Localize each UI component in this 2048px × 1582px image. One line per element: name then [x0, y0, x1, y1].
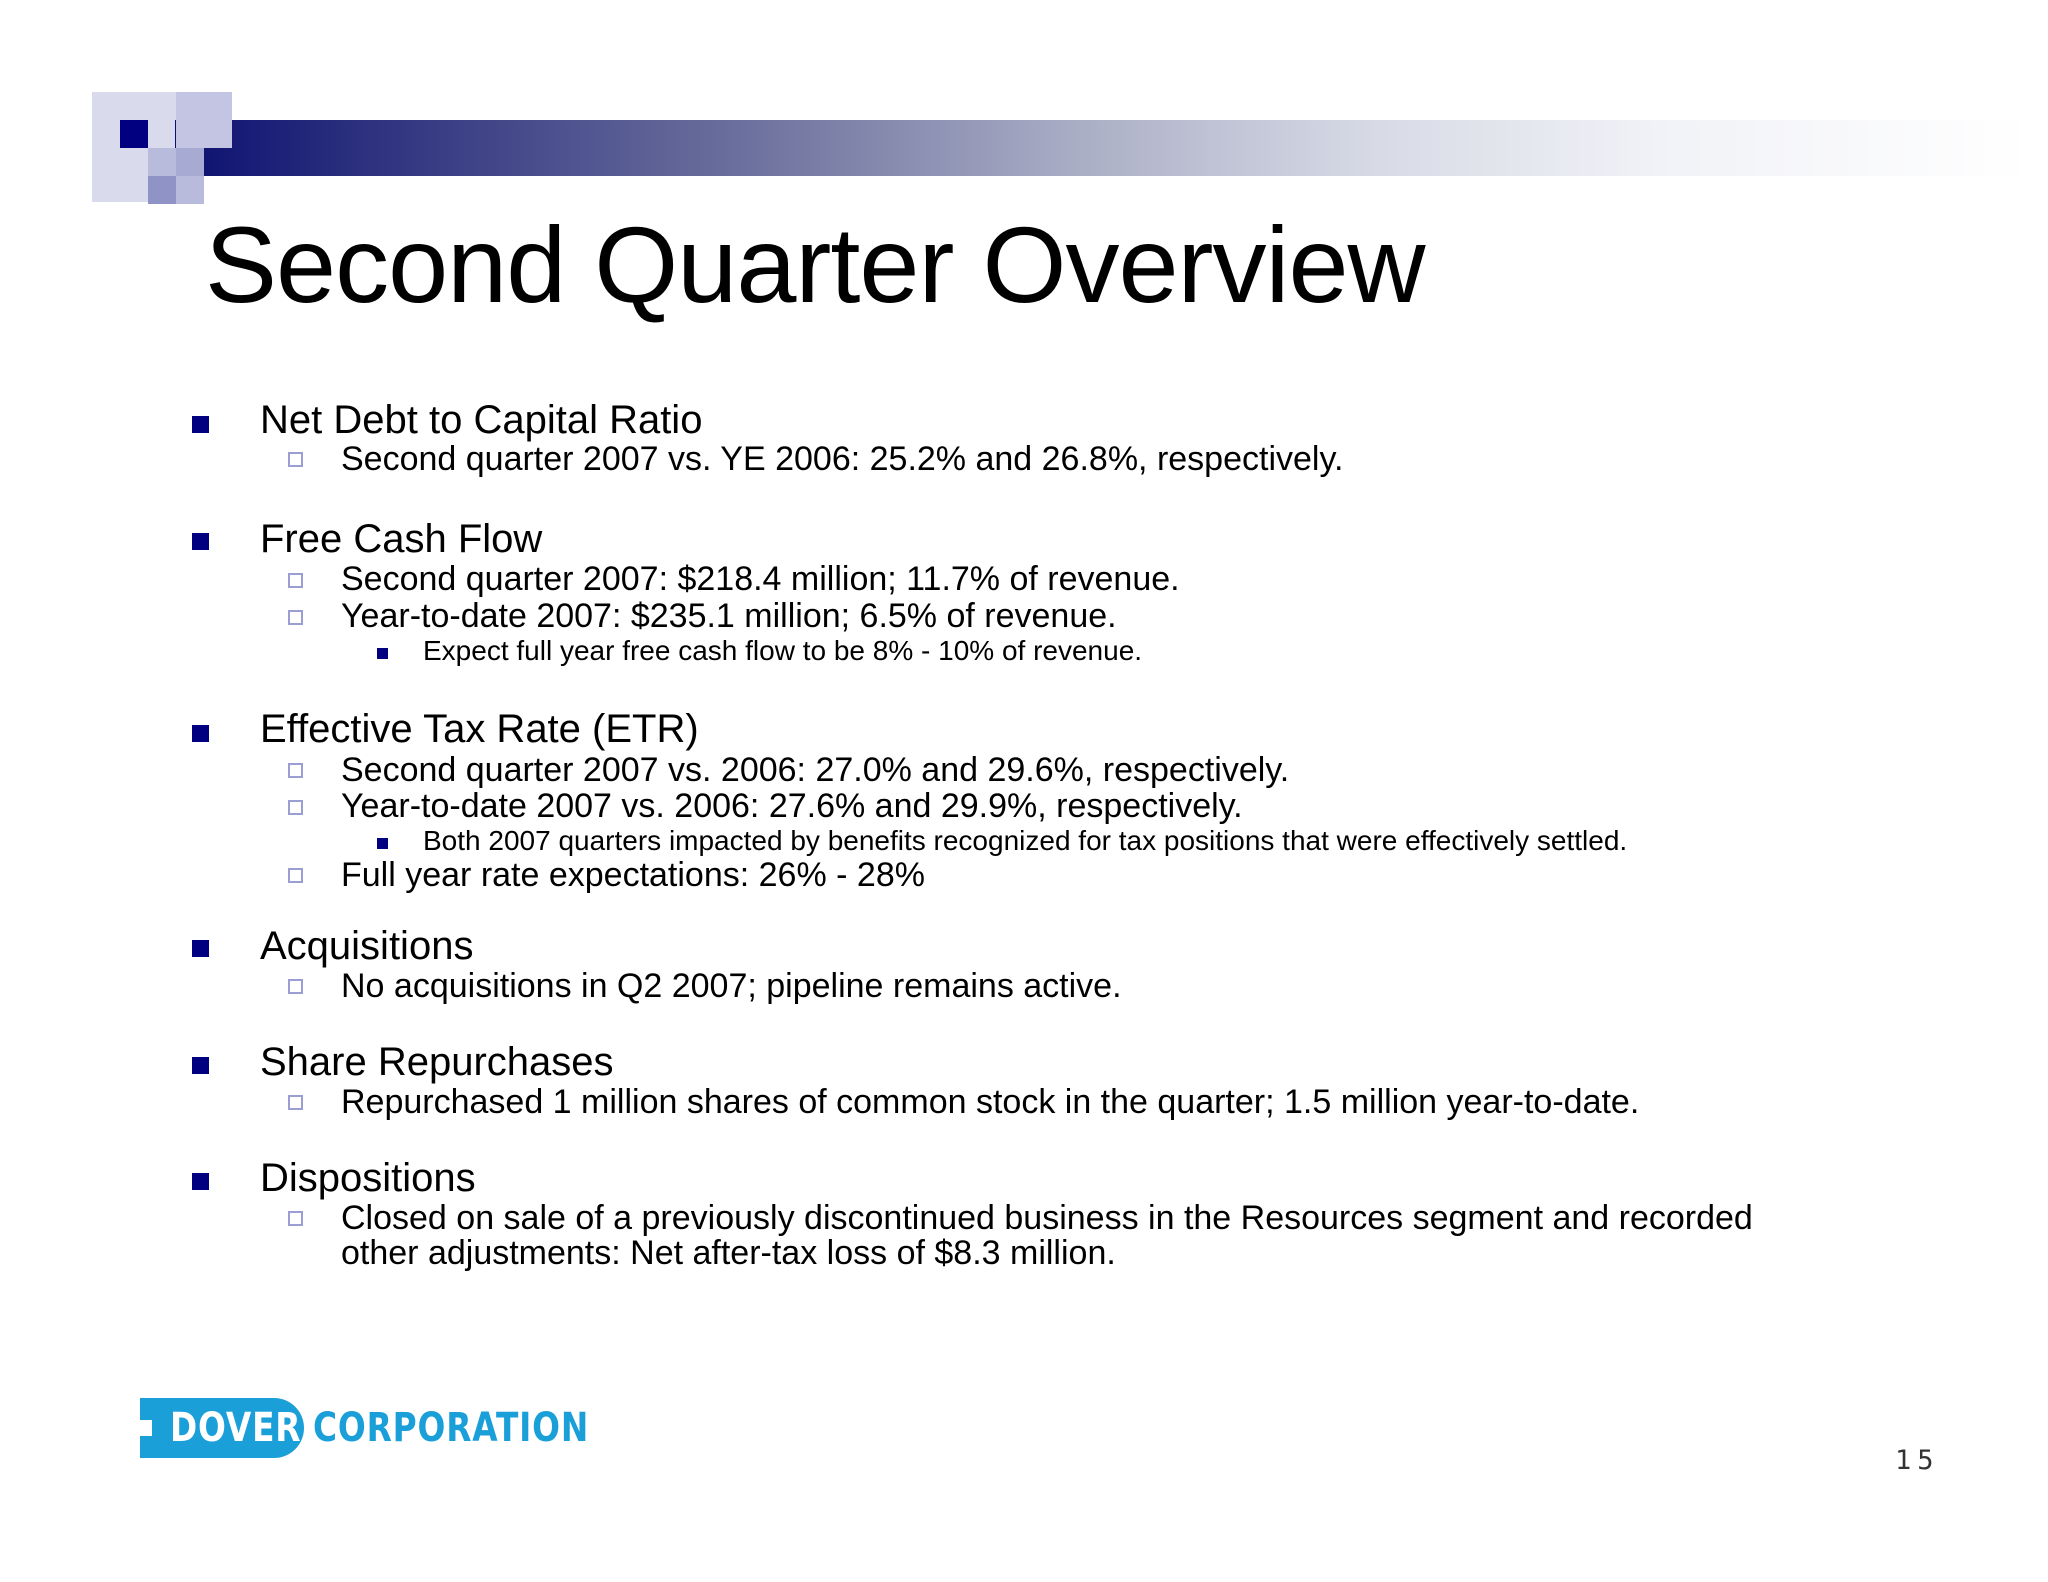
logo-word-corporation: CORPORATION	[313, 1405, 590, 1451]
hollow-square-icon	[288, 452, 303, 467]
filled-square-icon	[192, 940, 209, 957]
hollow-square-icon	[288, 1095, 303, 1110]
list-item: Closed on sale of a previously discontinued business in the Resources segment and recorded	[341, 1199, 1753, 1237]
list-item: Year-to-date 2007 vs. 2006: 27.6% and 29.9%, respectively.	[341, 787, 1243, 825]
hollow-square-icon	[288, 610, 303, 625]
section-heading: Effective Tax Rate (ETR)	[260, 707, 699, 751]
logo-word-dover: DOVER	[170, 1405, 302, 1451]
page-number: 15	[1895, 1445, 1940, 1476]
filled-square-icon	[192, 533, 209, 550]
hollow-square-icon	[288, 868, 303, 883]
list-item: Repurchased 1 million shares of common stock in the quarter; 1.5 million year-to-date.	[341, 1083, 1640, 1121]
logo-notch	[140, 1420, 152, 1436]
sub-list-item: Expect full year free cash flow to be 8% - 10% of revenue.	[423, 635, 1143, 666]
filled-square-icon	[192, 1173, 209, 1190]
hollow-square-icon	[288, 573, 303, 588]
list-item: Year-to-date 2007: $235.1 million; 6.5% of revenue.	[341, 597, 1117, 635]
filled-square-icon	[192, 725, 209, 742]
list-item: Full year rate expectations: 26% - 28%	[341, 856, 925, 894]
list-item: Second quarter 2007 vs. 2006: 27.0% and 29.6%, respectively.	[341, 751, 1290, 789]
filled-square-icon	[192, 416, 209, 433]
list-item: No acquisitions in Q2 2007; pipeline remains active.	[341, 967, 1122, 1005]
section-heading: Share Repurchases	[260, 1040, 614, 1084]
slide-title: Second Quarter Overview	[205, 204, 1425, 325]
hollow-square-icon	[288, 800, 303, 815]
section-heading: Net Debt to Capital Ratio	[260, 398, 703, 442]
hollow-square-icon	[288, 979, 303, 994]
section-heading: Free Cash Flow	[260, 517, 543, 561]
list-item-continuation: other adjustments: Net after-tax loss of $8.3 million.	[341, 1234, 1116, 1272]
small-filled-square-icon	[377, 838, 388, 849]
small-filled-square-icon	[377, 648, 388, 659]
section-heading: Acquisitions	[260, 924, 474, 968]
filled-square-icon	[192, 1057, 209, 1074]
list-item: Second quarter 2007: $218.4 million; 11.7% of revenue.	[341, 560, 1180, 598]
section-heading: Dispositions	[260, 1156, 476, 1200]
hollow-square-icon	[288, 1211, 303, 1226]
hollow-square-icon	[288, 763, 303, 778]
sub-list-item: Both 2007 quarters impacted by benefits recognized for tax positions that were effectively settled.	[423, 825, 1628, 856]
list-item: Second quarter 2007 vs. YE 2006: 25.2% and 26.8%, respectively.	[341, 440, 1344, 478]
